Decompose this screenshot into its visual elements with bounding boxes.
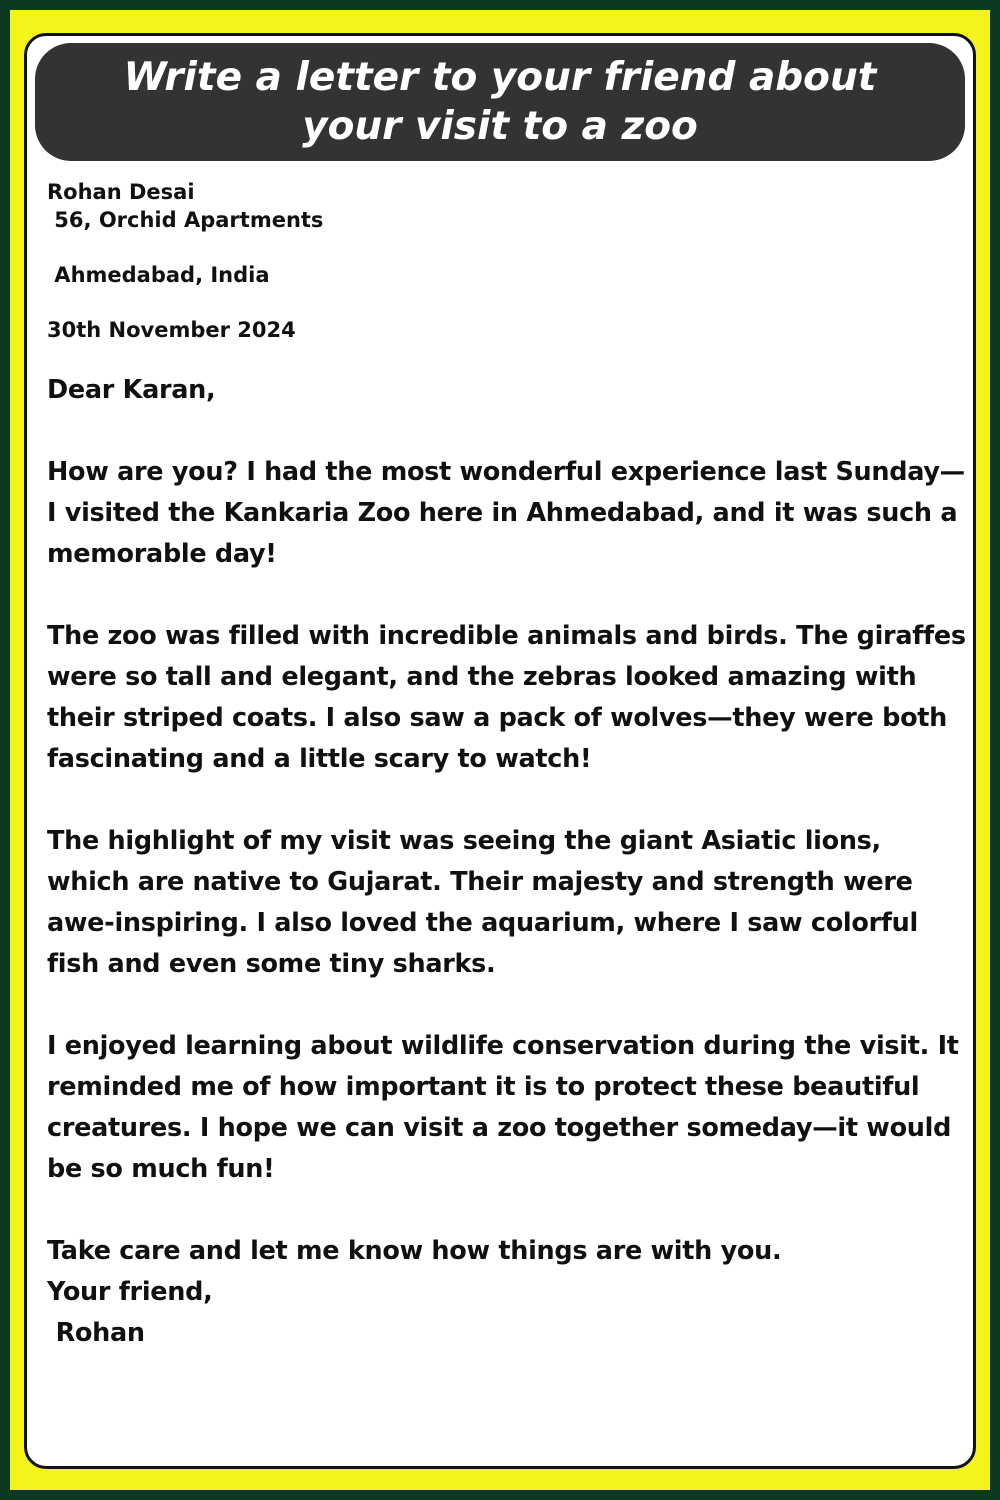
letter-body bbox=[47, 178, 967, 1354]
sender-name: Rohan Desai bbox=[47, 180, 195, 204]
paragraph-1: How are you? I had the most wonderful experience last Sunday—I visited the Kankaria Zoo here in Ahmedabad, and it was such a memorable day! bbox=[47, 457, 965, 569]
letter-date: 30th November 2024 bbox=[47, 318, 296, 342]
sender-address-block bbox=[47, 178, 967, 344]
paragraph-2: The zoo was filled with incredible animals and birds. The giraffes were so tall and elegant, and the zebras looked amazing with their striped coats. I also saw a pack of wolves—they were both fascinating and a little scary to watch! bbox=[47, 621, 966, 774]
title-banner bbox=[35, 43, 965, 161]
sender-address-line-1: 56, Orchid Apartments bbox=[47, 208, 324, 232]
salutation: Dear Karan, bbox=[47, 375, 216, 405]
signoff: Your friend, bbox=[47, 1277, 213, 1307]
paragraph-3: The highlight of my visit was seeing the giant Asiatic lions, which are native to Gujarat. Their majesty and strength were awe-inspiring. I also loved the aquarium, where I saw colorful fish and even some tiny sharks. bbox=[47, 826, 918, 979]
closing-block bbox=[47, 1231, 967, 1354]
sender-address-line-2: Ahmedabad, India bbox=[47, 263, 270, 287]
page-title: Write a letter to your friend about your visit to a zoo bbox=[123, 55, 877, 149]
paragraph-4: I enjoyed learning about wildlife conservation during the visit. It reminded me of how important it is to protect these beautiful creatures. I hope we can visit a zoo together someday—it would be so much fun! bbox=[47, 1031, 959, 1184]
signature: Rohan bbox=[47, 1318, 145, 1348]
closing-line: Take care and let me know how things are with you. bbox=[47, 1236, 782, 1266]
